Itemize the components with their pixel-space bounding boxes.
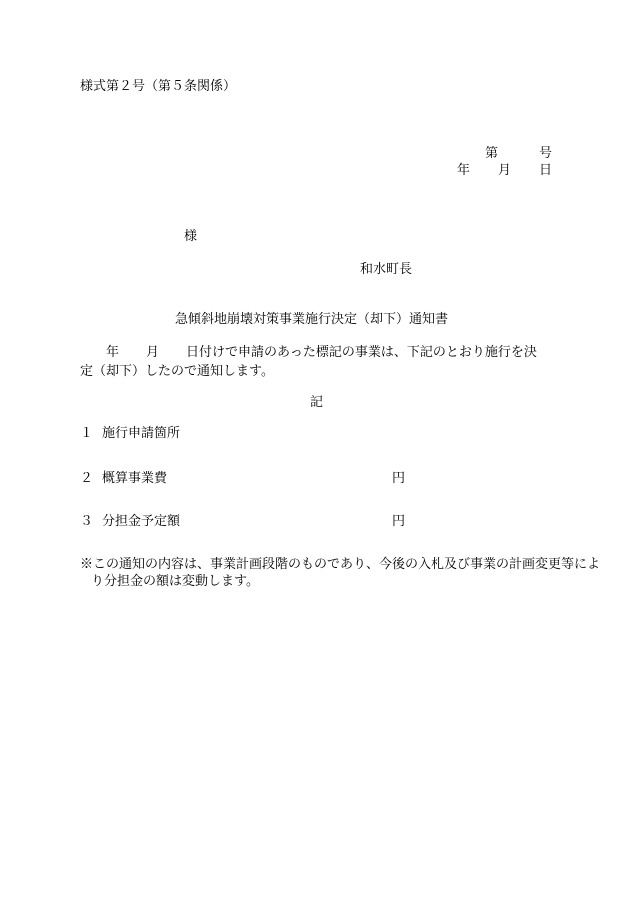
sender-name: 和水町長 (360, 262, 413, 277)
item-unit-yen: 円 (392, 514, 406, 529)
document-title: 急傾斜地崩壊対策事業施行決定（却下）通知書 (175, 312, 449, 327)
body-line-1-rest: 日付けで申請のあった標記の事業は、下記のとおり施行を決 (186, 345, 537, 360)
item-label: 施行申請箇所 (102, 426, 181, 441)
body-text-line-1 (80, 346, 537, 359)
item-number: ３ (80, 514, 94, 529)
body-text-line-2: 定（却下）したので通知します。 (80, 364, 274, 379)
document-number (485, 147, 552, 160)
document-date (457, 164, 552, 177)
item-label: 分担金予定額 (102, 514, 181, 529)
document-number-prefix: 第 (485, 146, 499, 161)
item-estimated-cost (80, 471, 406, 486)
document-date-day: 日 (539, 163, 553, 178)
item-number: １ (80, 426, 94, 441)
item-unit-yen: 円 (392, 471, 406, 486)
note-line-1: ※この通知の内容は、事業計画段階のものであり、今後の入札及び事業の計画変更等によ (80, 557, 601, 572)
item-label: 概算事業費 (102, 471, 168, 486)
item-number: ２ (80, 471, 94, 486)
ki-heading: 記 (310, 395, 324, 410)
body-month: 月 (146, 345, 160, 360)
form-number: 様式第２号（第５条関係） (80, 79, 237, 94)
recipient-suffix: 様 (184, 229, 198, 244)
document-date-year: 年 (457, 163, 471, 178)
body-year: 年 (106, 345, 120, 360)
item-application-location (80, 427, 180, 440)
item-share-amount (80, 514, 406, 529)
document-number-suffix: 号 (539, 146, 553, 161)
document-date-month: 月 (498, 163, 512, 178)
note-line-2: り分担金の額は変動します。 (91, 574, 259, 589)
